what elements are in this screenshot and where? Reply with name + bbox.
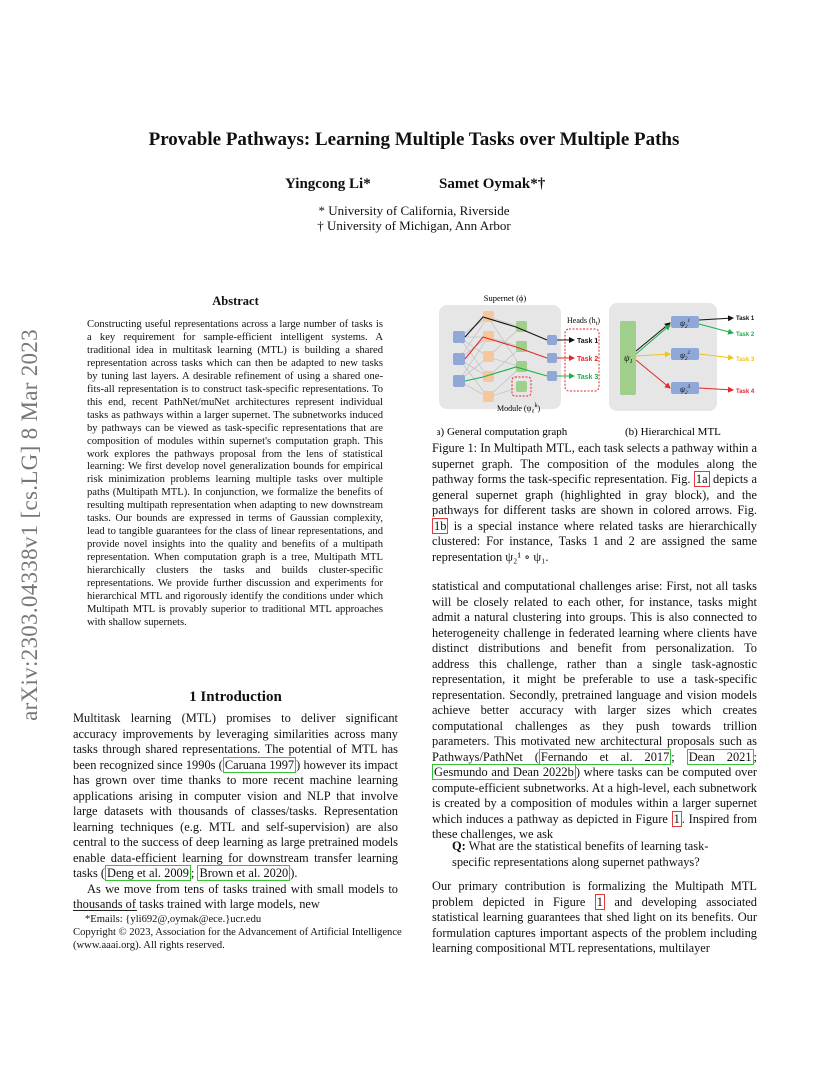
- citation-link[interactable]: Caruana 1997: [224, 757, 295, 772]
- supernet-label: Supernet (ϕ): [483, 293, 527, 303]
- module-label: Module $(\psi_\ell^k)$: [497, 403, 541, 415]
- introduction-body: [73, 711, 398, 913]
- heads-label: Heads $(h_t)$: [567, 316, 600, 327]
- subcaption-a: (a) General computation graph: [437, 426, 568, 438]
- intro-paragraph-1: Multitask learning (MTL) promises to deliver significant accuracy improvements by leveraging similarities across many tasks through shared representations. The potential of MTL has been recognized since 1990s ( Caruana 1997 ) however its impact has grown over time thanks to more recent machine learning applications arising in computer vision and NLP that involve large datasets with thousands of classes/tasks. Representation learning techniques (e.g. MTL and self-supervision) are also central to the success of deep learning as large pretrained models enable data-efficient learning for downstream transfer learning tasks ( Deng et al. 2009 ; Brown et al. 2020 ).: [73, 711, 398, 880]
- abstract-text: Constructing useful representations across a large number of tasks is a key requirement for sample-efficient intelligent systems. A traditional idea in multitask learning (MTL) is building a shared representation across tasks which can then be adapted to new tasks by tuning last layers. A desirable refinement of using a shared one-fits-all representation is to construct task-specific representations. To this end, recent PathNet/muNet architectures represent individual tasks as pathways within a larger supernet. The subnetworks induced by pathways can be viewed as task-specific representations that are composition of modules within supernet's computation graph. This work explores the pathways proposal from the lens of statistical learning: We first develop novel generalization bounds for empirical risk minimization problems learning multiple tasks over multiple paths (Multipath MTL). In conjunction, we formalize the benefits of resulting multipath representation when adapting to new downstream tasks. Our bounds are expressed in terms of Gaussian complexity, lead to tangible guarantees for the class of linear representations, and provide novel insights into the quality and benefits of a multipath representation. When computation graph is a tree, Multipath MTL hierarchically clusters the tasks and builds cluster-specific representations. We provide further discussion and experiments for hierarchical MTL and rigorously identify the conditions under which Multipath MTL is provably superior to traditional MTL approaches with shallow supernets.: [87, 319, 383, 628]
- figure-ref-link[interactable]: 1: [596, 894, 603, 909]
- affiliation-2: † University of Michigan, Ann Arbor: [317, 218, 511, 233]
- subcaption-b: (b) Hierarchical MTL: [625, 426, 721, 438]
- task-4-label-b: Task 4: [736, 389, 755, 395]
- footnote-copyright: Copyright © 2023, Association for the Advancement of Artificial Intelligence (www.aaai.org). All rights reserved.: [73, 927, 402, 951]
- figure-ref-link[interactable]: 1: [673, 811, 680, 826]
- question-label: Q:: [452, 839, 466, 853]
- author-1: Yingcong Li*: [285, 176, 371, 192]
- question-text: What are the statistical benefits of learning task-specific representations along supernet pathways?: [452, 839, 709, 869]
- figure-ref-link[interactable]: 1a: [695, 472, 708, 486]
- paper-title: Provable Pathways: Learning Multiple Tasks over Multiple Paths: [148, 129, 680, 150]
- affiliation-1: * University of California, Riverside: [318, 203, 510, 218]
- figure-1-graphic: [437, 291, 762, 441]
- contribution-paragraph: Our primary contribution is formalizing the Multipath MTL problem depicted in Figure 1 and developing associated statistical learning guarantees that shed light on its benefits. Our formulation captures important aspects of the problem including learning compositional MTL representations, multilayer: [432, 879, 757, 955]
- psi1-label: $\psi_1$: [624, 353, 633, 365]
- right-column-body: statistical and computational challenges arise: First, not all tasks will be closely related to each other, for instance, tasks might admit a natural clustering into groups. This is also connected to heterogeneity challenge in federated learning where clients have distinct distributions and benefit from personalization. To address this challenge, rather than a single task-agnostic representation, it might be preferable to use a task-specific representation. Secondly, pretrained language and vision models achieve better accuracy with larger sizes which creates computational challenges as they push towards trillion parameters. This motivated new architectural proposals such as Pathways/PathNet ( Fernando et al. 2017 ; Dean 2021 ; Gesmundo and Dean 2022b ) where tasks can be computed over compute-efficient subnetworks. At a high-level, each subnetwork is created by a composition of modules within a larger supernet which induces a pathway as depicted in Figure 1 . Inspired from these challenges, we ask: [432, 579, 758, 841]
- task-3-label-b: Task 3: [736, 357, 755, 363]
- arxiv-sidebar: [8, 290, 52, 760]
- task-2-label-b: Task 2: [736, 332, 755, 338]
- arxiv-id: arXiv:2303.04338v1 [cs.LG] 8 Mar 2023: [17, 329, 42, 721]
- footnote-rule: [73, 910, 137, 911]
- task-2-label-a: Task 2: [577, 356, 599, 363]
- citation-link[interactable]: Gesmundo and Dean 2022b: [434, 765, 574, 779]
- citation-link[interactable]: Fernando et al. 2017: [540, 749, 670, 764]
- figure-ref-link[interactable]: 1b: [434, 518, 447, 533]
- citation-link[interactable]: Dean 2021: [688, 749, 752, 764]
- footnote: [73, 913, 403, 952]
- citation-link[interactable]: Deng et al. 2009: [107, 866, 189, 880]
- intro-paragraph-2: As we move from tens of tasks trained with small models to thousands of tasks trained with large models, new: [73, 881, 398, 911]
- section-heading-introduction: 1 Introduction: [189, 689, 282, 705]
- citation-link[interactable]: Brown et al. 2020: [199, 866, 289, 880]
- footnote-emails: *Emails: {yli692@,oymak@ece.}ucr.edu: [85, 914, 262, 925]
- author-2: Samet Oymak*†: [439, 176, 546, 192]
- svg-text:ψ23: $\psi_2^3$: [680, 385, 690, 396]
- abstract-heading: Abstract: [212, 294, 259, 308]
- svg-text:ψ22: $\psi_2^2$: [680, 351, 690, 362]
- task-1-label-a: Task 1: [577, 338, 599, 345]
- figure-1: [437, 291, 762, 441]
- svg-text:ψ21: $\psi_2^1$: [680, 319, 690, 330]
- task-3-label-a: Task 3: [577, 374, 599, 381]
- figure-1-caption: Figure 1: In Multipath MTL, each task selects a pathway within a supernet graph. The composition of the modules along the pathway forms the task-specific representation. Fig. 1a depicts a general supernet graph (highlighted in gray block), and the pathways for different tasks are shown in colored arrows. Fig. 1b is a special instance where related tasks are hierarchically clustered: For instance, Tasks 1 and 2 are assigned the same representation ψ₂¹ ∘ ψ₁.: [432, 441, 757, 564]
- task-1-label-b: Task 1: [736, 316, 755, 322]
- research-question: [452, 839, 745, 870]
